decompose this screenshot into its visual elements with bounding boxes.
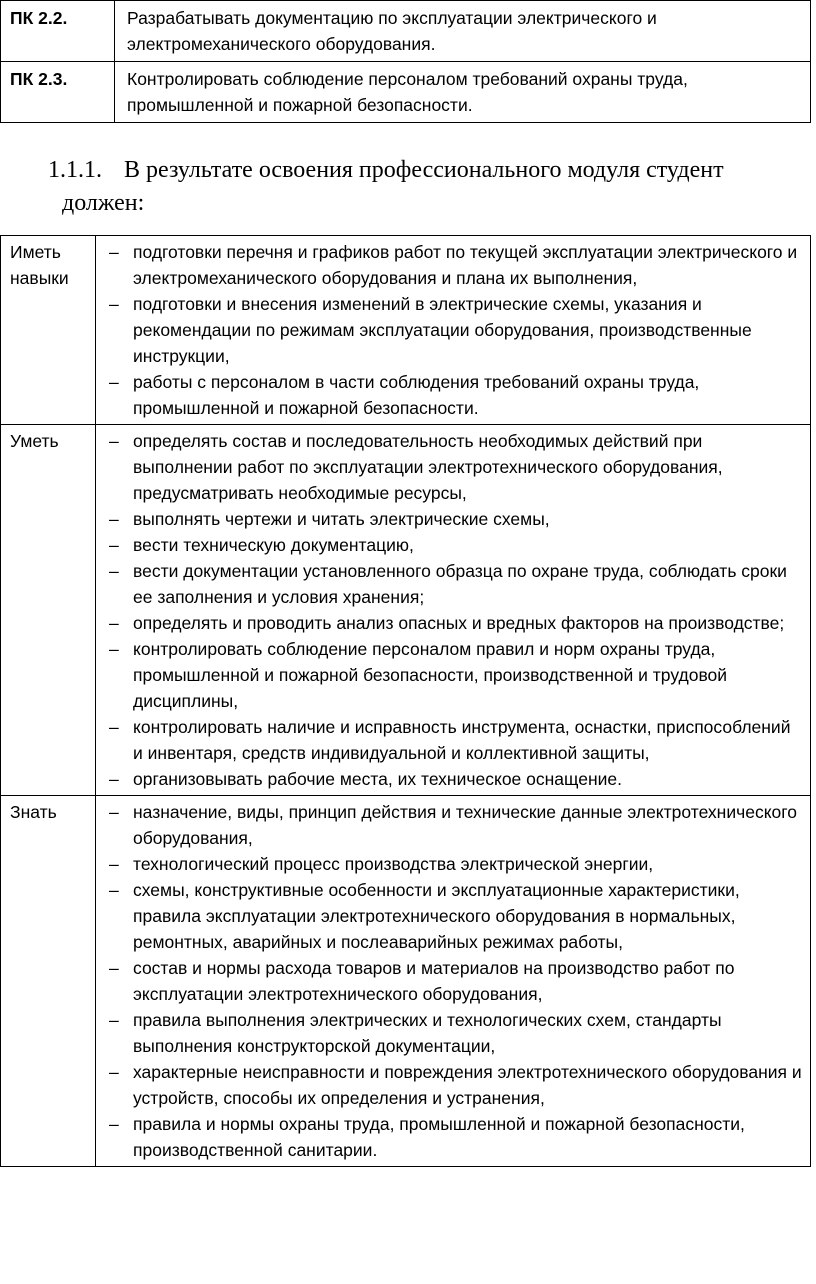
dash-bullet-icon: – bbox=[109, 431, 119, 451]
dash-bullet-icon: – bbox=[109, 535, 119, 555]
list-item bbox=[96, 369, 802, 421]
section-content bbox=[96, 425, 811, 796]
list-item bbox=[96, 877, 802, 955]
list-item-text: контролировать наличие и исправность инструмента, оснастки, приспособлений и инвентаря, средств индивидуальной и коллективной защиты, bbox=[133, 717, 791, 763]
table-row bbox=[1, 236, 811, 425]
dash-bullet-icon: – bbox=[109, 1062, 119, 1082]
list-item-text: схемы, конструктивные особенности и эксплуатационные характеристики, правила эксплуатации электротехнического оборудования в нормальных, ремонтных, аварийных и послеаварийных режимах работы, bbox=[133, 880, 740, 952]
section-label-line: навыки bbox=[10, 268, 69, 288]
list-item-text: определять и проводить анализ опасных и вредных факторов на производстве; bbox=[133, 613, 785, 633]
list-item-text: контролировать соблюдение персоналом правил и норм охраны труда, промышленной и пожарной безопасности, производственной и трудовой дисциплины, bbox=[133, 639, 728, 711]
list-item bbox=[96, 636, 802, 714]
table-row bbox=[1, 1, 811, 62]
dash-bullet-icon: – bbox=[109, 854, 119, 874]
list-item bbox=[96, 766, 802, 792]
list-item-text: правила и нормы охраны труда, промышленной и пожарной безопасности, производственной санитарии. bbox=[133, 1114, 745, 1160]
bullet-list bbox=[96, 239, 802, 421]
heading-text-continuation: должен: bbox=[62, 190, 145, 216]
list-item bbox=[96, 955, 802, 1007]
list-item bbox=[96, 714, 802, 766]
list-item-text: определять состав и последовательность необходимых действий при выполнении работ по эксплуатации электротехнического оборудования, предусматривать необходимые ресурсы, bbox=[133, 431, 723, 503]
list-item-text: состав и нормы расхода товаров и материалов на производство работ по эксплуатации электротехнического оборудования, bbox=[133, 958, 735, 1004]
section-label-line: Знать bbox=[10, 802, 57, 822]
list-item-text: вести техническую документацию, bbox=[133, 535, 414, 555]
list-item-text: организовывать рабочие места, их техническое оснащение. bbox=[133, 769, 623, 789]
list-item bbox=[96, 428, 802, 506]
dash-bullet-icon: – bbox=[109, 639, 119, 659]
dash-bullet-icon: – bbox=[109, 1114, 119, 1134]
table-row bbox=[1, 796, 811, 1167]
heading-number: 1.1.1. bbox=[48, 157, 102, 183]
list-item bbox=[96, 1059, 802, 1111]
competency-code: ПК 2.3. bbox=[1, 62, 115, 123]
table-row bbox=[1, 425, 811, 796]
list-item-text: характерные неисправности и повреждения электротехнического оборудования и устройств, способы их определения и устранения, bbox=[133, 1062, 802, 1108]
dash-bullet-icon: – bbox=[109, 1010, 119, 1030]
list-item-text: подготовки перечня и графиков работ по текущей эксплуатации электрического и электромеханического оборудования и плана их выполнения, bbox=[133, 242, 798, 288]
dash-bullet-icon: – bbox=[109, 958, 119, 978]
competency-text: Контролировать соблюдение персоналом требований охраны труда, промышленной и пожарной безопасности. bbox=[115, 62, 811, 123]
list-item bbox=[96, 1111, 802, 1163]
bullet-list bbox=[96, 428, 802, 792]
section-label bbox=[1, 425, 96, 796]
dash-bullet-icon: – bbox=[109, 242, 119, 262]
dash-bullet-icon: – bbox=[109, 880, 119, 900]
section-content bbox=[96, 796, 811, 1167]
list-item-text: технологический процесс производства электрической энергии, bbox=[133, 854, 654, 874]
dash-bullet-icon: – bbox=[109, 769, 119, 789]
list-item bbox=[96, 610, 802, 636]
competencies-table bbox=[0, 0, 811, 123]
table-row bbox=[1, 62, 811, 123]
dash-bullet-icon: – bbox=[109, 294, 119, 314]
skills-table bbox=[0, 235, 811, 1167]
dash-bullet-icon: – bbox=[109, 802, 119, 822]
list-item-text: вести документации установленного образца по охране труда, соблюдать сроки ее заполнения и условия хранения; bbox=[133, 561, 787, 607]
competency-code: ПК 2.2. bbox=[1, 1, 115, 62]
section-heading bbox=[48, 154, 788, 220]
section-label-line: Иметь bbox=[10, 242, 61, 262]
competency-text: Разрабатывать документацию по эксплуатации электрического и электромеханического оборудования. bbox=[115, 1, 811, 62]
dash-bullet-icon: – bbox=[109, 372, 119, 392]
list-item bbox=[96, 799, 802, 851]
list-item-text: подготовки и внесения изменений в электрические схемы, указания и рекомендации по режимам эксплуатации оборудования, производственные инструкции, bbox=[133, 294, 752, 366]
list-item bbox=[96, 851, 802, 877]
bullet-list bbox=[96, 799, 802, 1163]
dash-bullet-icon: – bbox=[109, 613, 119, 633]
list-item bbox=[96, 532, 802, 558]
list-item bbox=[96, 239, 802, 291]
list-item bbox=[96, 1007, 802, 1059]
dash-bullet-icon: – bbox=[109, 717, 119, 737]
section-label bbox=[1, 796, 96, 1167]
list-item bbox=[96, 291, 802, 369]
dash-bullet-icon: – bbox=[109, 561, 119, 581]
list-item-text: работы с персоналом в части соблюдения требований охраны труда, промышленной и пожарной безопасности. bbox=[133, 372, 700, 418]
section-label bbox=[1, 236, 96, 425]
list-item bbox=[96, 558, 802, 610]
dash-bullet-icon: – bbox=[109, 509, 119, 529]
section-content bbox=[96, 236, 811, 425]
list-item-text: выполнять чертежи и читать электрические схемы, bbox=[133, 509, 550, 529]
list-item-text: назначение, виды, принцип действия и технические данные электротехнического оборудования, bbox=[133, 802, 798, 848]
section-label-line: Уметь bbox=[10, 431, 59, 451]
heading-text: В результате освоения профессионального модуля студент bbox=[124, 157, 724, 183]
list-item bbox=[96, 506, 802, 532]
list-item-text: правила выполнения электрических и технологических схем, стандарты выполнения конструкторской документации, bbox=[133, 1010, 722, 1056]
